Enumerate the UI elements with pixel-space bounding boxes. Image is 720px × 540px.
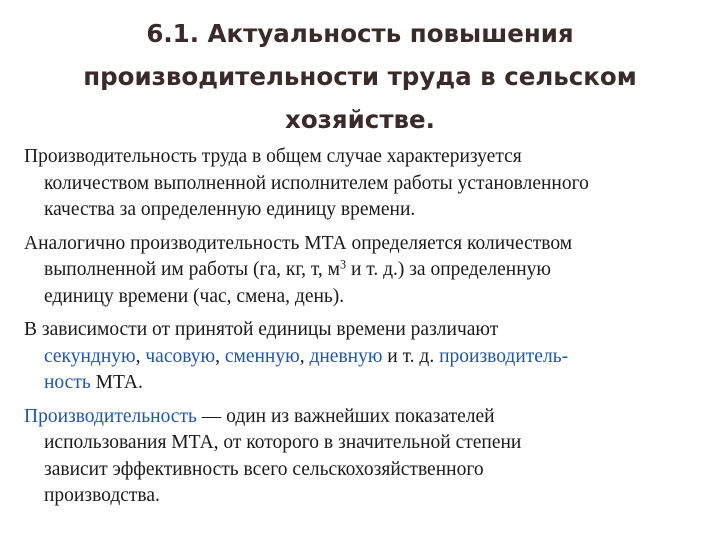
slide-title: [40, 12, 680, 141]
text-line: производства.: [44, 485, 160, 506]
text-fragment: выполненной им работы (га, кг, т, м: [44, 259, 341, 280]
text-fragment: ,: [135, 345, 146, 367]
title-line: производительности труда в сельском: [83, 62, 637, 91]
text-fragment: ,: [215, 345, 225, 367]
title-line: хозяйстве.: [285, 105, 435, 134]
highlight-term: ность: [44, 372, 91, 393]
text-line: качества за определенную единицу времени.: [44, 199, 416, 220]
text-line: использования МТА, от которого в значительной степени: [44, 432, 522, 453]
slide-body: [24, 144, 704, 517]
highlight-term: дневную: [309, 345, 383, 367]
superscript: 3: [340, 257, 347, 272]
text-fragment: — один из важнейших показателей: [196, 405, 495, 427]
text-line: единицу времени (час, смена, день).: [44, 285, 345, 307]
highlight-term: секундную: [44, 345, 136, 367]
highlight-term: Производительность: [24, 405, 197, 427]
text-fragment: ,: [299, 345, 310, 367]
text-fragment: и т. д.: [382, 345, 440, 367]
title-line: 6.1. Актуальность повышения: [146, 19, 574, 48]
text-line: количеством выполненной исполнителем работы установленного: [44, 172, 589, 194]
highlight-term: производитель-: [439, 345, 569, 367]
paragraph-importance: [24, 404, 704, 510]
text-line: зависит эффективность всего сельскохозяйственного: [44, 458, 484, 480]
paragraph-time-units: [24, 317, 704, 397]
text-line: В зависимости от принятой единицы времени различают: [24, 319, 499, 340]
text-line: Аналогично производительность МТА определяется количеством: [24, 232, 573, 254]
highlight-term: часовую: [145, 345, 216, 367]
text-fragment: МТА.: [90, 372, 143, 393]
paragraph-mta-productivity: [24, 231, 704, 311]
paragraph-labor-productivity: [24, 144, 704, 224]
text-line: Производительность труда в общем случае характеризуется: [24, 146, 522, 167]
highlight-term: сменную: [224, 345, 300, 367]
text-fragment: и т. д.) за определенную: [346, 259, 551, 280]
